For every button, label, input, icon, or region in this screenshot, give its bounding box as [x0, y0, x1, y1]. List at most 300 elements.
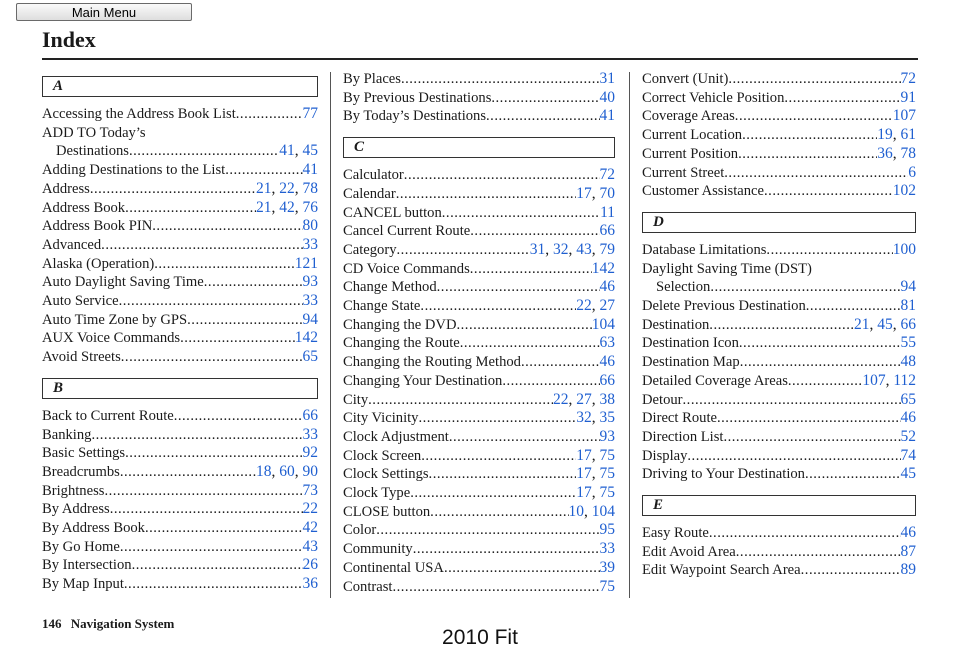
page-link[interactable]: 100 — [892, 240, 916, 258]
dot-leader — [457, 316, 592, 335]
index-entry — [642, 70, 916, 89]
index-entry — [642, 561, 916, 580]
page-link[interactable]: 65 — [302, 348, 318, 366]
dot-leader — [401, 70, 600, 89]
dot-leader — [723, 428, 900, 447]
page-link[interactable]: 22 — [279, 179, 295, 197]
index-term: Contrast — [343, 578, 393, 595]
index-term: Customer Assistance — [642, 183, 765, 200]
dot-leader — [129, 142, 279, 161]
index-entry — [642, 334, 916, 353]
index-term: By Map Input — [42, 576, 124, 593]
page-link[interactable]: 55 — [900, 334, 916, 352]
index-term: Calendar — [343, 185, 396, 202]
page-link[interactable]: 22 — [576, 297, 592, 315]
dot-leader — [132, 556, 303, 575]
page-refs — [901, 278, 917, 297]
page-link[interactable]: 22 — [302, 500, 318, 518]
page-link[interactable]: 112 — [893, 371, 916, 389]
page-link[interactable]: 142 — [294, 329, 318, 347]
page-link[interactable]: 45 — [302, 142, 318, 160]
page-link[interactable]: 78 — [302, 179, 318, 197]
index-entry — [642, 126, 916, 145]
dot-leader — [376, 521, 599, 540]
page-link[interactable]: 107 — [862, 371, 886, 389]
dot-leader — [449, 428, 600, 447]
index-term: Cancel Current Route — [343, 223, 471, 240]
dot-leader — [90, 180, 256, 199]
dot-leader — [805, 465, 901, 484]
section-header-b: B — [42, 378, 318, 399]
page-refs — [600, 578, 616, 597]
dot-leader — [683, 391, 901, 410]
index-term: Direct Route — [642, 410, 717, 427]
dot-leader — [418, 409, 576, 428]
page-link[interactable]: 87 — [900, 542, 916, 560]
page-link[interactable]: 42 — [302, 519, 318, 537]
page-refs — [303, 500, 319, 519]
page-link[interactable]: 66 — [302, 406, 318, 424]
index-entry — [642, 182, 916, 201]
page-link[interactable]: 63 — [599, 334, 615, 352]
dot-leader — [444, 559, 600, 578]
index-term: Basic Settings — [42, 445, 126, 462]
column-divider — [330, 72, 331, 598]
index-entry — [642, 409, 916, 428]
page-link[interactable]: 142 — [591, 259, 615, 277]
index-entry — [42, 519, 318, 538]
index-entry — [343, 185, 615, 204]
index-entry — [42, 236, 318, 255]
page-link[interactable]: 89 — [900, 561, 916, 579]
page-link[interactable]: 77 — [302, 105, 318, 122]
index-entry — [42, 463, 318, 482]
page-link[interactable]: 33 — [302, 425, 318, 443]
page-refs: 41, 45 — [279, 142, 318, 160]
index-entry — [642, 164, 916, 183]
page-link[interactable]: 121 — [294, 254, 318, 272]
dot-leader — [709, 316, 854, 335]
index-entry — [343, 540, 615, 559]
index-term: Auto Time Zone by GPS — [42, 311, 188, 328]
dot-leader — [739, 334, 901, 353]
page-refs — [901, 428, 917, 447]
page-refs — [303, 444, 319, 463]
section-header-a: A — [42, 76, 318, 97]
dot-leader — [101, 236, 302, 255]
dot-leader — [225, 161, 302, 180]
index-entry — [343, 334, 615, 353]
page-link[interactable]: 46 — [900, 524, 916, 542]
index-entry — [343, 260, 615, 279]
index-entry — [343, 484, 615, 503]
main-menu-button[interactable]: Main Menu — [16, 3, 192, 21]
page-link[interactable]: 107 — [892, 107, 916, 125]
page-refs: 17, 75 — [576, 446, 615, 464]
dot-leader — [125, 199, 256, 218]
page-link[interactable]: 45 — [877, 315, 893, 333]
page-refs — [303, 161, 319, 180]
index-entry — [42, 407, 318, 426]
page-link[interactable]: 18 — [256, 462, 272, 480]
page-link[interactable]: 48 — [900, 353, 916, 371]
page-title: Index — [42, 27, 96, 52]
page-refs — [901, 524, 917, 543]
index-entry — [343, 166, 615, 185]
dot-leader — [766, 241, 892, 260]
page-link[interactable]: 104 — [591, 315, 615, 333]
index-entry — [642, 543, 916, 562]
index-entry — [343, 222, 615, 241]
page-refs: 107, 112 — [862, 371, 916, 389]
index-term: Detailed Coverage Areas — [642, 372, 788, 389]
page-link[interactable]: 95 — [599, 521, 615, 539]
dot-leader — [784, 89, 900, 108]
index-term: Changing the Route — [343, 335, 460, 352]
page-link[interactable]: 10 — [568, 502, 584, 520]
page-refs — [600, 107, 616, 126]
page-refs — [600, 278, 616, 297]
page-refs: 36, 78 — [877, 144, 916, 162]
index-entry — [42, 255, 318, 274]
section-header-e: E — [642, 495, 916, 516]
page-link[interactable]: 94 — [302, 310, 318, 328]
dot-leader — [120, 538, 303, 557]
dot-leader — [125, 444, 302, 463]
page-link[interactable]: 102 — [892, 182, 916, 200]
dot-leader — [119, 292, 303, 311]
page-link[interactable]: 32 — [553, 240, 569, 258]
page-refs — [901, 543, 917, 562]
index-term: ADD TO Today’s — [42, 124, 146, 141]
page-link[interactable]: 66 — [900, 315, 916, 333]
index-term: Direction List — [642, 428, 724, 445]
page-refs — [600, 353, 616, 372]
index-entry — [343, 465, 615, 484]
page-refs — [303, 538, 319, 557]
index-entry — [642, 372, 916, 391]
index-term: Avoid Streets — [42, 349, 121, 366]
index-term: Driving to Your Destination — [642, 466, 805, 483]
page-link[interactable]: 75 — [599, 484, 615, 502]
page-link[interactable]: 39 — [599, 558, 615, 576]
dot-leader — [91, 426, 302, 445]
dot-leader — [742, 126, 877, 145]
page-link[interactable]: 26 — [302, 556, 318, 574]
index-term: Continental USA — [343, 559, 444, 576]
page-link[interactable]: 66 — [599, 222, 615, 240]
page-link[interactable]: 41 — [279, 142, 295, 160]
index-term: Delete Previous Destination — [642, 298, 806, 315]
index-term: AUX Voice Commands — [42, 330, 181, 347]
index-entry — [343, 278, 615, 297]
index-term: By Previous Destinations — [343, 89, 492, 106]
page-link[interactable]: 17 — [576, 446, 592, 464]
page-link[interactable]: 72 — [599, 166, 615, 184]
index-entry — [42, 538, 318, 557]
index-term: By Places — [343, 71, 401, 87]
index-entry — [343, 503, 615, 522]
index-entry — [42, 142, 318, 161]
index-term: Back to Current Route — [42, 407, 174, 424]
index-term: Address Book PIN — [42, 218, 153, 235]
page-link[interactable]: 40 — [599, 88, 615, 106]
index-term: Edit Waypoint Search Area — [642, 562, 801, 579]
index-term: Clock Adjustment — [343, 428, 449, 445]
page-link[interactable]: 45 — [900, 465, 916, 483]
index-entry — [42, 426, 318, 445]
page-link[interactable]: 35 — [599, 409, 615, 427]
index-term: Current Position — [642, 145, 739, 162]
index-term: Clock Settings — [343, 466, 429, 483]
page-refs: 21, 45, 66 — [854, 315, 916, 333]
index-entry — [642, 316, 916, 335]
page-refs — [303, 348, 319, 367]
page-refs — [600, 204, 615, 223]
index-term: Community — [343, 541, 413, 558]
section-header-c: C — [343, 137, 615, 158]
page-link[interactable]: 79 — [599, 240, 615, 258]
index-term: CD Voice Commands — [343, 260, 470, 277]
page-refs — [303, 217, 319, 236]
page-link[interactable]: 42 — [279, 198, 295, 216]
page-link[interactable]: 17 — [576, 484, 592, 502]
page-link[interactable]: 46 — [599, 353, 615, 371]
page-link[interactable]: 33 — [599, 540, 615, 558]
page-link[interactable]: 27 — [576, 390, 592, 408]
index-term: By Intersection — [42, 557, 132, 574]
index-entry — [343, 204, 615, 223]
page-link[interactable]: 74 — [900, 446, 916, 464]
page-link[interactable]: 36 — [877, 144, 893, 162]
page-link[interactable]: 80 — [302, 217, 318, 235]
index-term: Destination Map — [642, 354, 740, 371]
index-entry — [42, 105, 318, 124]
index-term: Auto Daylight Saving Time — [42, 274, 204, 291]
dot-leader — [486, 107, 599, 126]
dot-leader — [521, 353, 600, 372]
page-link[interactable]: 32 — [576, 409, 592, 427]
dot-leader — [204, 273, 303, 292]
dot-leader — [806, 297, 901, 316]
page-link[interactable]: 21 — [256, 179, 272, 197]
index-term: Convert (Unit) — [642, 71, 729, 87]
page-link[interactable]: 17 — [576, 184, 592, 202]
index-term: Changing Your Destination — [343, 372, 503, 389]
page-link[interactable]: 33 — [302, 235, 318, 253]
page-refs — [303, 292, 319, 311]
page-link[interactable]: 66 — [599, 371, 615, 389]
dot-leader — [404, 166, 600, 185]
page-refs — [893, 241, 916, 260]
page-link[interactable]: 19 — [877, 126, 893, 144]
index-entry — [42, 556, 318, 575]
page-link[interactable]: 21 — [854, 315, 870, 333]
page-link[interactable]: 75 — [599, 446, 615, 464]
page-refs — [600, 559, 616, 578]
index-entry — [642, 391, 916, 410]
dot-leader — [110, 500, 303, 519]
page-link[interactable]: 46 — [599, 278, 615, 296]
page-link[interactable]: 75 — [599, 465, 615, 483]
page-link[interactable]: 31 — [599, 70, 615, 87]
index-term: Address Book — [42, 199, 126, 216]
page-refs — [303, 407, 319, 426]
page-refs: 17, 75 — [576, 484, 615, 502]
index-term: Destinations — [56, 143, 129, 160]
index-term: Selection — [656, 279, 711, 296]
index-term: Database Limitations — [642, 241, 767, 258]
page-link[interactable]: 81 — [900, 297, 916, 315]
page-link[interactable]: 43 — [576, 240, 592, 258]
page-link[interactable]: 75 — [599, 577, 615, 595]
dot-leader — [236, 105, 303, 124]
page-link[interactable]: 93 — [302, 273, 318, 291]
page-link[interactable]: 78 — [900, 144, 916, 162]
index-term: Clock Type — [343, 485, 411, 502]
section-header-d: D — [642, 212, 916, 233]
index-term: CLOSE button — [343, 503, 431, 520]
index-entry — [343, 578, 615, 597]
page-link[interactable]: 61 — [900, 126, 916, 144]
page-number: 146 — [42, 616, 62, 631]
page-link[interactable]: 31 — [529, 240, 546, 258]
footer-section: Navigation System — [70, 616, 175, 631]
page-link[interactable]: 90 — [302, 462, 318, 480]
index-entry — [42, 124, 318, 143]
dot-leader — [180, 329, 295, 348]
column-divider — [629, 72, 630, 598]
dot-leader — [421, 447, 576, 466]
page-link[interactable]: 43 — [302, 537, 318, 555]
index-term: Calculator — [343, 167, 404, 184]
index-entry — [42, 482, 318, 501]
page-refs — [592, 316, 615, 335]
index-term: Breadcrumbs — [42, 463, 120, 480]
page-link[interactable]: 6 — [908, 163, 916, 181]
index-term: Correct Vehicle Position — [642, 89, 785, 106]
page-refs — [893, 107, 916, 126]
index-term: Current Location — [642, 127, 743, 144]
page-link[interactable]: 11 — [600, 203, 615, 221]
page-link[interactable]: 91 — [900, 88, 916, 106]
dot-leader — [491, 89, 599, 108]
page-link[interactable]: 72 — [900, 70, 916, 87]
index-entry — [343, 316, 615, 335]
index-term: Current Street — [642, 164, 725, 181]
dot-leader — [392, 578, 599, 597]
page-refs — [303, 105, 319, 124]
index-entry — [642, 260, 916, 279]
index-entry — [42, 329, 318, 348]
dot-leader — [724, 164, 908, 183]
dot-leader — [104, 482, 302, 501]
index-entry — [42, 311, 318, 330]
page-refs — [303, 273, 319, 292]
index-entry — [642, 89, 916, 108]
dot-leader — [124, 575, 303, 594]
page-link[interactable]: 21 — [256, 198, 272, 216]
index-term: Daylight Saving Time (DST) — [642, 260, 812, 277]
index-term: City — [343, 391, 369, 408]
dot-leader — [152, 217, 302, 236]
index-term: Category — [343, 241, 397, 258]
index-entry — [42, 500, 318, 519]
index-term: Changing the DVD — [343, 316, 457, 333]
page-link[interactable]: 22 — [553, 390, 569, 408]
index-entry — [42, 348, 318, 367]
index-term: Destination — [642, 316, 710, 333]
page-link[interactable]: 73 — [302, 481, 318, 499]
dot-leader — [413, 540, 600, 559]
page-refs — [901, 89, 917, 108]
page-link[interactable]: 76 — [302, 198, 318, 216]
index-term: Auto Service — [42, 293, 119, 310]
dot-leader — [740, 353, 901, 372]
page-refs — [901, 334, 917, 353]
page-link[interactable]: 33 — [302, 292, 318, 310]
page-link[interactable]: 94 — [900, 278, 916, 296]
page-refs — [295, 255, 318, 274]
page-link[interactable]: 17 — [576, 465, 592, 483]
page-refs — [303, 311, 319, 330]
page-link[interactable]: 27 — [599, 297, 615, 315]
index-entry — [343, 521, 615, 540]
dot-leader — [736, 543, 901, 562]
dot-leader — [397, 241, 530, 260]
index-term: CANCEL button — [343, 204, 442, 221]
page-link[interactable]: 93 — [599, 427, 615, 445]
index-term: Accessing the Address Book List — [42, 106, 236, 122]
dot-leader — [410, 484, 576, 503]
index-entry — [343, 89, 615, 108]
page-refs — [901, 447, 917, 466]
dot-leader — [502, 372, 599, 391]
page-refs: 18, 60, 90 — [256, 462, 318, 480]
dot-leader — [187, 311, 302, 330]
index-entry — [642, 353, 916, 372]
index-term: Clock Screen — [343, 447, 422, 464]
dot-leader — [735, 107, 893, 126]
page-refs — [600, 428, 616, 447]
page-link[interactable]: 60 — [279, 462, 295, 480]
page-link[interactable]: 70 — [599, 184, 615, 202]
index-entry — [42, 180, 318, 199]
title-rule — [42, 58, 918, 60]
page-refs: 31, 32, 43, 79 — [529, 240, 615, 258]
index-term: Change Method — [343, 279, 437, 296]
dot-leader — [430, 503, 568, 522]
index-term: Changing the Routing Method — [343, 354, 521, 371]
page-link[interactable]: 104 — [591, 502, 615, 520]
dot-leader — [470, 260, 592, 279]
page-link[interactable]: 52 — [900, 427, 916, 445]
page-link[interactable]: 65 — [900, 390, 916, 408]
page-link[interactable]: 36 — [302, 575, 318, 593]
page-refs — [600, 372, 616, 391]
dot-leader — [738, 145, 877, 164]
dot-leader — [429, 465, 577, 484]
index-term: Banking — [42, 426, 92, 443]
page-link[interactable]: 92 — [302, 444, 318, 462]
page-link[interactable]: 38 — [599, 390, 615, 408]
page-link[interactable]: 41 — [302, 161, 318, 179]
page-refs — [901, 465, 917, 484]
page-link[interactable]: 46 — [900, 409, 916, 427]
dot-leader — [687, 447, 900, 466]
page-link[interactable]: 41 — [599, 107, 615, 125]
index-term: Easy Route — [642, 525, 709, 542]
